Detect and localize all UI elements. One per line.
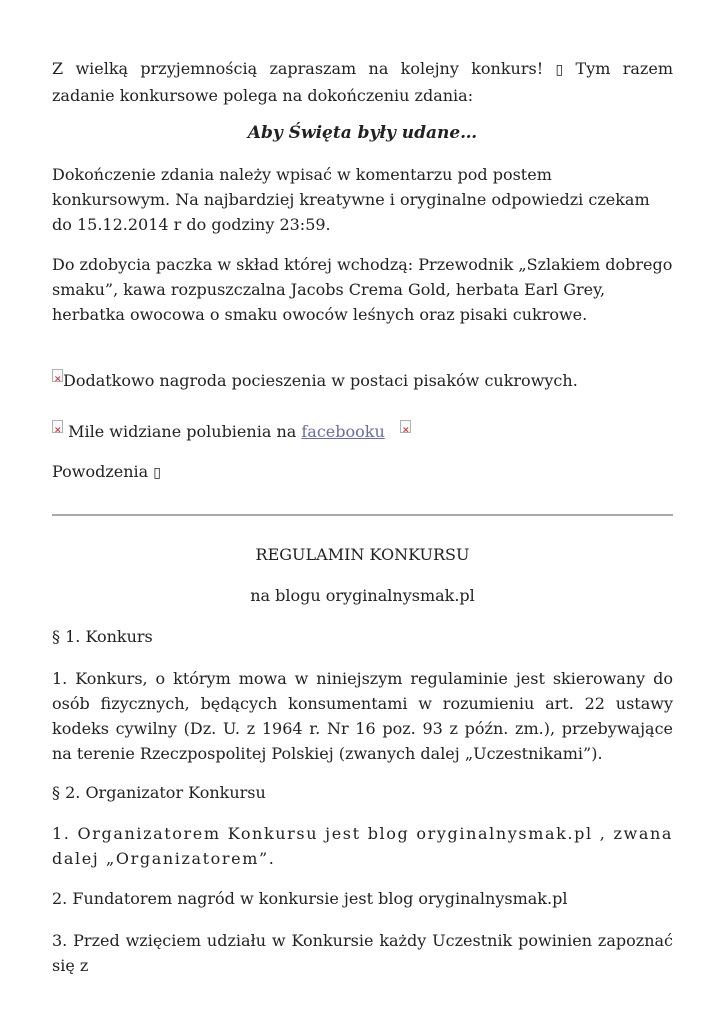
intro-text-before: Z wielką przyjemnością zapraszam na kolejny konkurs! xyxy=(52,59,544,78)
extra-prize-paragraph xyxy=(52,368,673,393)
facebook-text: Mile widziane polubienia na xyxy=(68,422,297,441)
broken-image-icon xyxy=(400,420,411,433)
intro-text-after: Tym razem zadanie konkursowe polega na dokończeniu zdania: xyxy=(52,59,673,105)
intro-paragraph xyxy=(52,56,673,108)
section-2-paragraph-1: 1. Organizatorem Konkursu jest blog oryginalnysmak.pl , zwana dalej „Organizatorem”. xyxy=(52,824,673,868)
section-2-title: § 2. Organizator Konkursu xyxy=(52,783,266,802)
section-2-paragraph-3: 3. Przed wzięciem udziału w Konkursie każdy Uczestnik powinien zapoznać się z xyxy=(52,931,673,975)
section-1-title: § 1. Konkurs xyxy=(52,627,153,646)
broken-image-icon xyxy=(52,369,63,382)
broken-image-icon xyxy=(52,420,63,433)
extra-prize-text: Dodatkowo nagroda pocieszenia w postaci pisaków cukrowych. xyxy=(63,371,578,390)
section-1-paragraph-1: 1. Konkurs, o którym mowa w niniejszym regulaminie jest skierowany do osób fizycznych, będących konsumentami w rozumieniu art. 22 ustawy kodeks cywilny (Dz. U. z 1964 r. Nr 16 poz. 93 z późn. zm.), przebywające na terenie Rzeczpospolitej Polskiej (zwanych dalej „Uczestnikami”). xyxy=(52,669,673,763)
good-luck-text: Powodzenia xyxy=(52,462,149,481)
smiley-icon: ▯ xyxy=(555,62,564,78)
rules-subtitle: na blogu oryginalnysmak.pl xyxy=(250,586,475,605)
horizontal-divider xyxy=(52,514,673,516)
contest-motto: Aby Święta były udane… xyxy=(247,123,478,143)
good-luck-paragraph xyxy=(52,459,673,486)
section-2-paragraph-2: 2. Fundatorem nagród w konkursie jest blog oryginalnysmak.pl xyxy=(52,889,568,908)
facebook-paragraph xyxy=(52,419,673,444)
prize-paragraph: Do zdobycia paczka w skład której wchodzą: Przewodnik „Szlakiem dobrego smaku”, kawa rozpuszczalna Jacobs Crema Gold, herbata Earl Grey, herbatka owocowa o smaku owoców leśnych oraz pisaki cukrowe. xyxy=(52,255,673,324)
smiley-icon: ▯ xyxy=(153,465,161,481)
facebook-link[interactable]: facebooku xyxy=(301,422,385,441)
instructions-paragraph: Dokończenie zdania należy wpisać w komentarzu pod postem konkursowym. Na najbardziej kreatywne i oryginalne odpowiedzi czekam do 15.12.2014 r do godziny 23:59. xyxy=(52,165,650,234)
rules-title: REGULAMIN KONKURSU xyxy=(255,545,470,564)
